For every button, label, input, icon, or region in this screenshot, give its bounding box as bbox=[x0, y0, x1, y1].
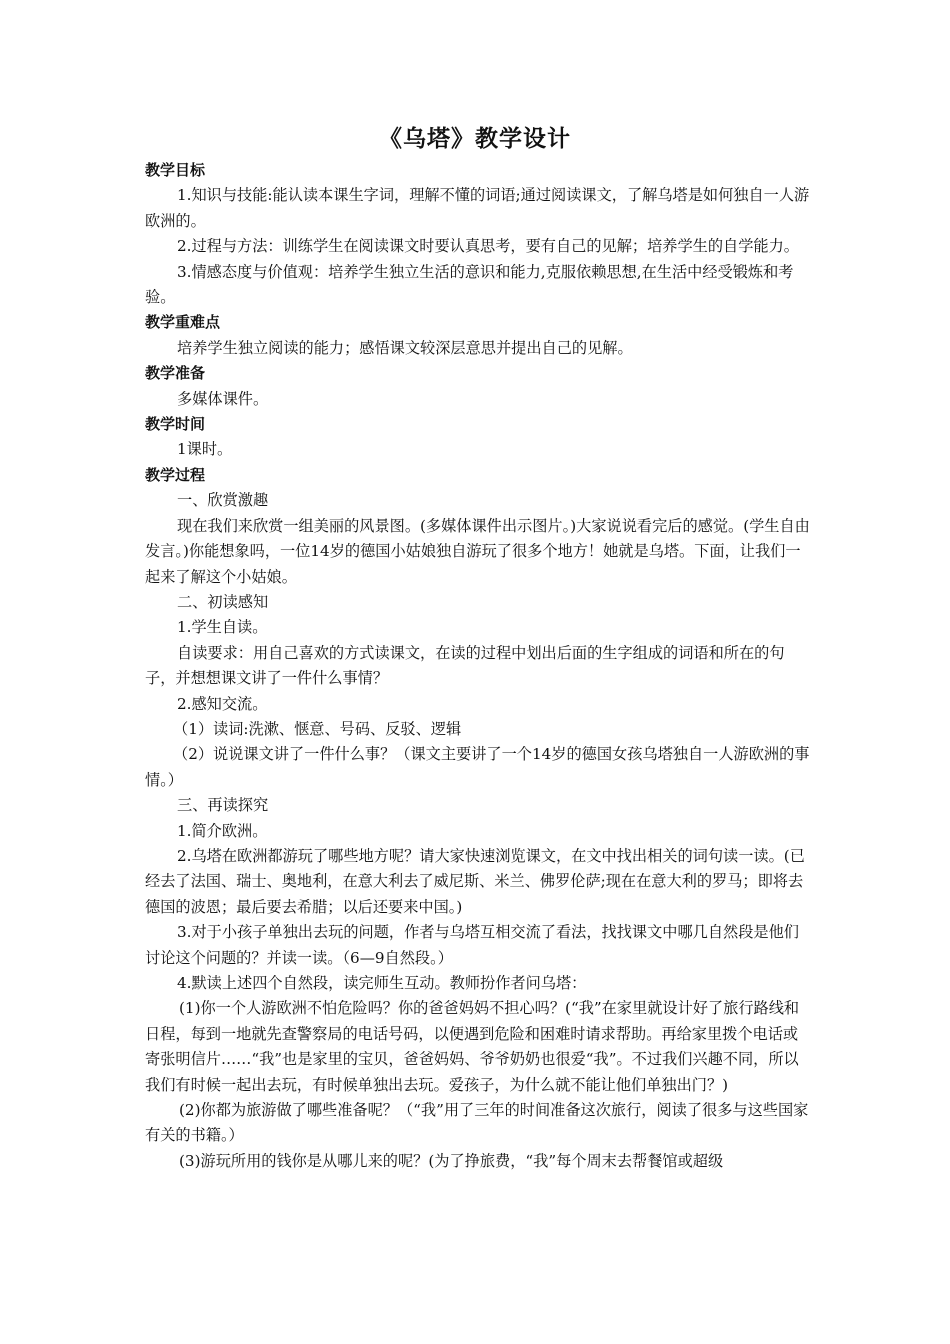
document-title: 《乌塔》教学设计 bbox=[379, 126, 571, 152]
goal-item-2: 2.过程与方法：训练学生在阅读课文时要认真思考，要有自己的见解；培养学生的自学能力。 bbox=[177, 237, 799, 256]
part3-title: 三、再读探究 bbox=[177, 796, 269, 815]
heading-process: 教学过程 bbox=[145, 465, 206, 484]
part3-step2: 2.乌塔在欧洲都游玩了哪些地方呢？请大家快速浏览课文，在文中找出相关的词句读一读。(已经去了法国、瑞士、奥地利，在意大利去了威尼斯、米兰、佛罗伦萨;现在在意大利的罗马；即将去德国的波恩；最后要去希腊；以后还要来中国。) bbox=[145, 846, 805, 916]
part2-requirement: 自读要求：用自己喜欢的方式读课文，在读的过程中划出后面的生字组成的词语和所在的句子，并想想课文讲了一件什么事情？ bbox=[145, 643, 785, 688]
part1-text: 现在我们来欣赏一组美丽的风景图。(多媒体课件出示图片。)大家说说看完后的感觉。(学生自由发言。)你能想象吗，一位14岁的德国小姑娘独自游玩了很多个地方！她就是乌塔。下面，让我们一起来了解这个小姑娘。 bbox=[145, 516, 810, 586]
time-text: 1课时。 bbox=[177, 440, 233, 459]
part2-step2: 2.感知交流。 bbox=[177, 694, 268, 713]
goal-item-1: 1.知识与技能:能认读本课生字词，理解不懂的词语;通过阅读课文，了解乌塔是如何独自一人游欧洲的。 bbox=[145, 186, 810, 230]
preparation-text: 多媒体课件。 bbox=[177, 389, 269, 408]
heading-goals: 教学目标 bbox=[145, 161, 206, 179]
part2-question2: （2）说说课文讲了一件什么事？（课文主要讲了一个14岁的德国女孩乌塔独自一人游欧洲的事情。） bbox=[145, 745, 810, 789]
part1-title: 一、欣赏激趣 bbox=[177, 491, 269, 510]
part2-question1: （1）读词:洗漱、惬意、号码、反驳、逻辑 bbox=[173, 719, 462, 738]
part2-title: 二、初读感知 bbox=[177, 592, 269, 611]
part3-question2: (2)你都为旅游做了哪些准备呢？（“我”用了三年的时间准备这次旅行，阅读了很多与这些国家有关的书籍。） bbox=[145, 1101, 809, 1145]
goal-item-3: 3.情感态度与价值观：培养学生独立生活的意识和能力,克服依赖思想,在生活中经受锻炼和考验。 bbox=[145, 262, 794, 307]
heading-time: 教学时间 bbox=[145, 415, 206, 434]
part2-step1: 1.学生自读。 bbox=[177, 618, 268, 637]
key-points-text: 培养学生独立阅读的能力；感悟课文较深层意思并提出自己的见解。 bbox=[177, 338, 633, 357]
part3-step1: 1.简介欧洲。 bbox=[177, 821, 268, 840]
heading-preparation: 教学准备 bbox=[145, 364, 206, 383]
document-body bbox=[145, 158, 810, 1174]
part3-step3: 3.对于小孩子单独出去玩的问题，作者与乌塔互相交流了看法，找找课文中哪几自然段是他们讨论这个问题的？并读一读。（6—9自然段。） bbox=[145, 923, 799, 967]
part3-step4: 4.默读上述四个自然段，读完师生互动。教师扮作者问乌塔： bbox=[177, 974, 587, 992]
part3-question3: (3)游玩所用的钱你是从哪儿来的呢？(为了挣旅费，“我”每个周末去帮餐馆或超级 bbox=[179, 1151, 724, 1170]
heading-key-points: 教学重难点 bbox=[145, 313, 221, 332]
part3-question1: (1)你一个人游欧洲不怕危险吗？你的爸爸妈妈不担心吗？(“我”在家里就设计好了旅行路线和日程，每到一地就先查警察局的电话号码，以便遇到危险和困难时请求帮助。再给家里拨个电话或寄张明信片……“我”也是家里的宝贝，爸爸妈妈、爷爷奶奶也很爱“我”。不过我们兴趣不同，所以我们有时候一起出去玩，有时候单独出去玩。爱孩子，为什么就不能让他们单独出门？) bbox=[145, 999, 800, 1094]
